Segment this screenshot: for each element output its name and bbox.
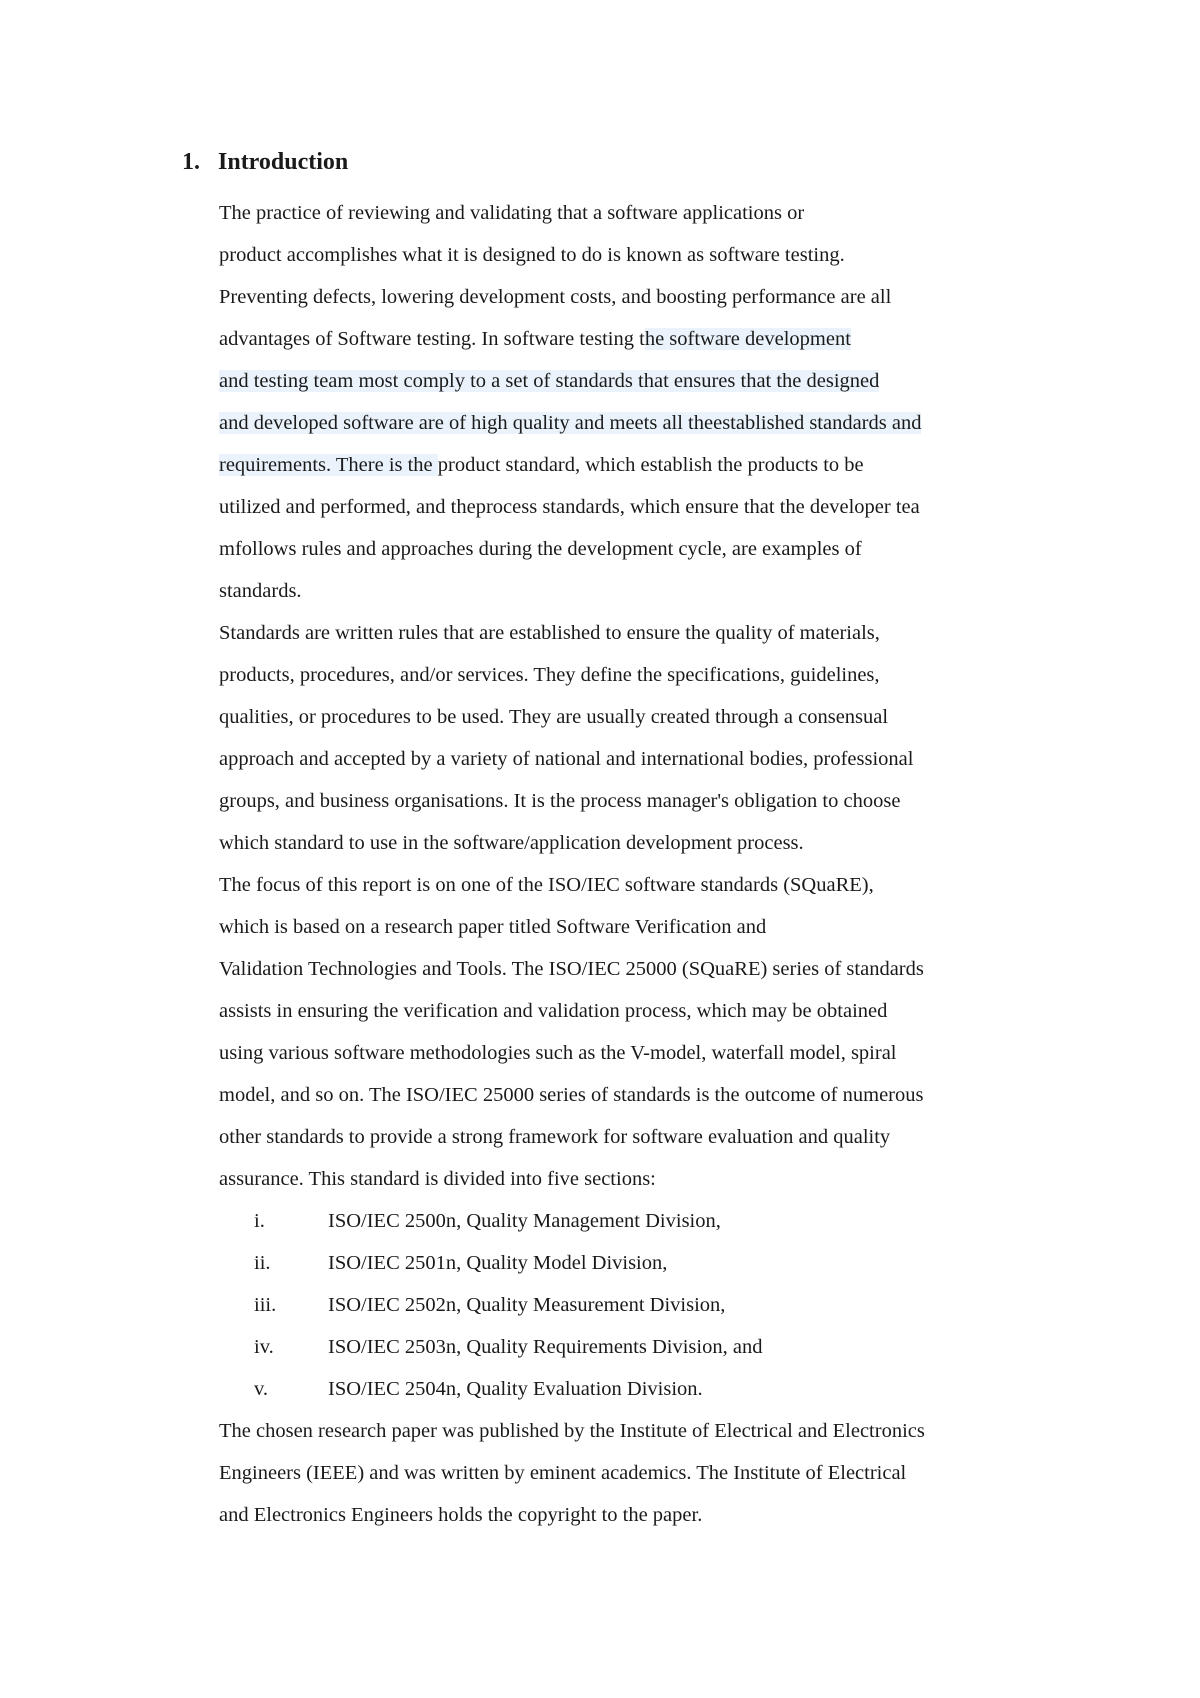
list-item-text: ISO/IEC 2502n, Quality Measurement Division, bbox=[328, 1294, 726, 1316]
section-heading bbox=[182, 146, 348, 178]
list-item-text: ISO/IEC 2501n, Quality Model Division, bbox=[328, 1252, 668, 1274]
paragraph-line: which is based on a research paper titled Software Verification and bbox=[219, 916, 767, 938]
list-marker: i. bbox=[254, 1210, 265, 1232]
paragraph-line bbox=[219, 234, 1099, 276]
list-item-text: ISO/IEC 2504n, Quality Evaluation Division. bbox=[328, 1378, 703, 1400]
list-item-text: ISO/IEC 2503n, Quality Requirements Division, and bbox=[328, 1336, 763, 1358]
line-text: mfollows rules and approaches during the development cycle, are examples of bbox=[219, 538, 862, 560]
list-marker: v. bbox=[254, 1378, 269, 1400]
list-marker: ii. bbox=[254, 1252, 271, 1274]
paragraph-line: Engineers (IEEE) and was written by eminent academics. The Institute of Electrical bbox=[219, 1462, 907, 1484]
line-text: product accomplishes what it is designed to do is known as software testing. bbox=[219, 244, 845, 266]
line-text: standards. bbox=[219, 580, 302, 602]
paragraph-line: products, procedures, and/or services. They define the specifications, guidelines, bbox=[219, 664, 880, 686]
heading-title: Introduction bbox=[218, 149, 349, 175]
paragraph-line: The chosen research paper was published by the Institute of Electrical and Electronics bbox=[219, 1420, 925, 1442]
paragraph-line bbox=[219, 318, 1099, 360]
paragraph-line: and Electronics Engineers holds the copyright to the paper. bbox=[219, 1504, 703, 1526]
list-item bbox=[219, 1368, 1099, 1410]
paragraph-line: using various software methodologies such as the V-model, waterfall model, spiral bbox=[219, 1042, 897, 1064]
paragraph-line bbox=[219, 402, 1099, 444]
highlighted-text: requirements. There is the bbox=[219, 454, 438, 476]
list-item bbox=[219, 1242, 1099, 1284]
list-item bbox=[219, 1326, 1099, 1368]
list-item bbox=[219, 1200, 1099, 1242]
line-text: utilized and performed, and theprocess standards, which ensure that the developer tea bbox=[219, 496, 920, 518]
line-text: The practice of reviewing and validating that a software applications or bbox=[219, 202, 805, 224]
line-text: product standard, which establish the products to be bbox=[437, 454, 864, 476]
list-item-text: ISO/IEC 2500n, Quality Management Division, bbox=[328, 1210, 721, 1232]
paragraph-line bbox=[219, 486, 1099, 528]
paragraph-line: Validation Technologies and Tools. The ISO/IEC 25000 (SQuaRE) series of standards bbox=[219, 958, 924, 980]
paragraph-line bbox=[219, 276, 1099, 318]
line-text: advantages of Software testing. In software testing t bbox=[219, 328, 645, 350]
paragraph-line: groups, and business organisations. It is the process manager's obligation to choose bbox=[219, 790, 901, 812]
paragraph-line: assists in ensuring the verification and validation process, which may be obtained bbox=[219, 1000, 888, 1022]
list-marker: iv. bbox=[254, 1336, 274, 1358]
paragraph-line bbox=[219, 444, 1099, 486]
heading-number: 1. bbox=[182, 149, 200, 175]
paragraph-line: which standard to use in the software/application development process. bbox=[219, 832, 804, 854]
paragraph-line: approach and accepted by a variety of national and international bodies, professional bbox=[219, 748, 914, 770]
document-body bbox=[219, 192, 1099, 1536]
highlighted-text: and developed software are of high quality and meets all theestablished standards and bbox=[219, 412, 922, 434]
list-marker: iii. bbox=[254, 1294, 277, 1316]
highlighted-text: and testing team most comply to a set of standards that ensures that the designed bbox=[219, 370, 880, 392]
paragraph-line: assurance. This standard is divided into five sections: bbox=[219, 1168, 656, 1190]
paragraph-line: Standards are written rules that are established to ensure the quality of materials, bbox=[219, 622, 880, 644]
paragraph-line bbox=[219, 360, 1099, 402]
list-item bbox=[219, 1284, 1099, 1326]
paragraph-line bbox=[219, 192, 1099, 234]
highlighted-text: he software development bbox=[644, 328, 851, 350]
paragraph-line bbox=[219, 570, 1099, 612]
paragraph-line: model, and so on. The ISO/IEC 25000 series of standards is the outcome of numerous bbox=[219, 1084, 924, 1106]
paragraph-line: The focus of this report is on one of the ISO/IEC software standards (SQuaRE), bbox=[219, 874, 874, 896]
line-text: Preventing defects, lowering development costs, and boosting performance are all bbox=[219, 286, 892, 308]
paragraph-line: qualities, or procedures to be used. They are usually created through a consensual bbox=[219, 706, 889, 728]
paragraph-line bbox=[219, 528, 1099, 570]
paragraph-line: other standards to provide a strong framework for software evaluation and quality bbox=[219, 1126, 891, 1148]
